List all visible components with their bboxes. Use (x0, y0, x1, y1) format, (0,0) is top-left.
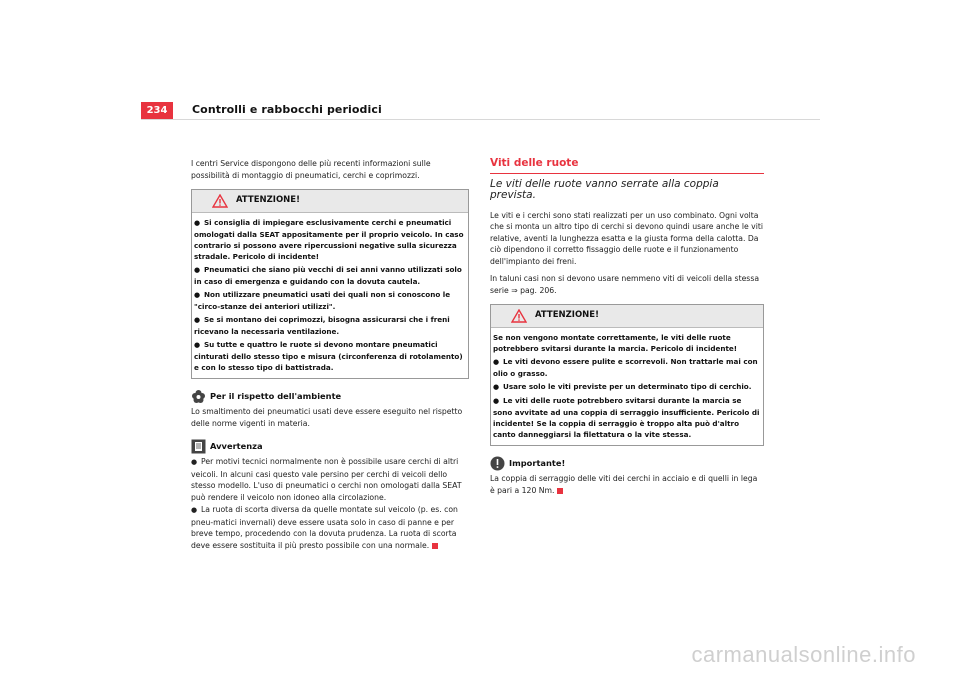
note-item: ● Per motivi tecnici normalmente non è possibile usare cerchi di altri veicoli. In alcuni casi questo vale persino per cerchi di veicoli dello stesso modello. L'uso di pneumatici o cerchi non omologati dalla SEAT può rendere il veicolo non idoneo alla circolazione. (191, 457, 462, 502)
page-reference[interactable]: In taluni casi non si devono usare nemmeno viti di veicoli della stessa serie ⇒ pag. 206. (490, 274, 760, 295)
warning-lead: Se non vengono montate correttamente, le viti delle ruote potrebbero svitarsi durante la marcia. Pericolo di incidente! (493, 333, 738, 353)
environment-header (191, 389, 469, 404)
warning-item: ● Pneumatici che siano più vecchi di sei anni vanno utilizzati solo in caso di emergenza e guidando con la dovuta cautela. (194, 265, 462, 286)
bullet-icon: ● (194, 341, 201, 349)
warning-box-right (490, 304, 764, 446)
paragraph: Le viti e i cerchi sono stati realizzati per un uso combinato. Ogni volta che si monta un altro tipo di cerchi si devono quindi usare anche le viti relative, aventi la lunghezza esatta e la giusta forma della calotta. Da ciò dipendono il corretto fissaggio delle ruote e il funzionamento dell'impianto dei freni. (490, 210, 763, 266)
exclamation-circle-icon (490, 456, 505, 471)
warning-item: ● Usare solo le viti previste per un determinato tipo di cerchio. (493, 382, 752, 391)
bullet-icon: ● (194, 219, 201, 227)
page-number: 234 (141, 102, 173, 119)
warning-body (192, 213, 468, 378)
watermark: carmanualsonline.info (691, 642, 916, 667)
section-subtitle: Le viti delle ruote vanno serrate alla coppia prevista. (490, 177, 719, 201)
warning-item: ● Si consiglia di impiegare esclusivamente cerchi e pneumatici omologati dalla SEAT appositamente per il proprio veicolo. In caso contrario si possono avere ripercussioni negative sulla sicurezza stradale. Pericolo di incidente! (194, 218, 464, 261)
environment-title: Per il rispetto dell'ambiente (210, 390, 342, 401)
bullet-icon: ● (194, 291, 201, 299)
right-column (490, 158, 764, 502)
bullet-icon: ● (493, 383, 500, 391)
note-title: Avvertenza (210, 440, 263, 451)
intro-paragraph: I centri Service dispongono delle più recenti informazioni sulle possibilità di montaggio di pneumatici, cerchi e coprimozzi. (191, 159, 431, 180)
end-mark-icon (432, 543, 438, 549)
header-rule (141, 119, 820, 120)
left-column (191, 158, 469, 552)
note-item: ● La ruota di scorta diversa da quelle montate sul veicolo (p. es. con pneu-matici invernali) deve essere usata solo in caso di panne e per breve tempo, procedendo con la dovuta prudenza. La ruota di scorta deve essere sostituita il più presto possibile con una normale. (191, 505, 458, 550)
running-title: Controlli e rabbocchi periodici (192, 103, 382, 116)
warning-item: ● Le viti delle ruote potrebbero svitarsi durante la marcia se sono avvitate ad una coppia di serraggio insufficiente. Pericolo di incidente! Se la coppia di serraggio è troppo alta può d'altro canto danneggiarsi la filettatura o la vite stessa. (493, 396, 760, 439)
environment-text: Lo smaltimento dei pneumatici usati deve essere eseguito nel rispetto delle norme vigenti in materia. (191, 407, 463, 428)
end-mark-icon (557, 488, 563, 494)
flower-icon (191, 389, 206, 404)
warning-body (491, 328, 763, 445)
paragraph (490, 273, 764, 296)
note-header (191, 439, 469, 454)
warning-triangle-icon (212, 194, 228, 208)
section-title: Viti delle ruote (490, 158, 764, 174)
bullet-icon: ● (194, 316, 201, 324)
bullet-icon: ● (191, 458, 198, 466)
note-icon (191, 439, 206, 454)
warning-item: ● Non utilizzare pneumatici usati dei quali non si conoscono le "circo-stanze dei anteriori utilizzi". (194, 290, 451, 311)
bullet-icon: ● (493, 358, 500, 366)
bullet-icon: ● (493, 397, 500, 405)
warning-box-left (191, 189, 469, 379)
warning-title: ATTENZIONE! (535, 310, 599, 321)
warning-item: ● Su tutte e quattro le ruote si devono montare pneumatici cinturati dello stesso tipo e misura (circonferenza di rotolamento) e con lo stesso tipo di battistrada. (194, 340, 463, 372)
warning-title: ATTENZIONE! (236, 195, 300, 206)
important-text: La coppia di serraggio delle viti dei cerchi in acciaio e di quelli in lega è pari a 120 Nm. (490, 474, 758, 495)
bullet-icon: ● (194, 266, 201, 274)
important-title: Importante! (509, 457, 566, 468)
warning-item: ● Le viti devono essere pulite e scorrevoli. Non trattarle mai con olio o grasso. (493, 357, 758, 378)
warning-header (192, 190, 468, 213)
important-header (490, 456, 764, 471)
warning-triangle-icon (511, 309, 527, 323)
warning-item: ● Se si montano dei coprimozzi, bisogna assicurarsi che i freni ricevano la necessaria ventilazione. (194, 315, 450, 336)
warning-header (491, 305, 763, 328)
bullet-icon: ● (191, 506, 198, 514)
